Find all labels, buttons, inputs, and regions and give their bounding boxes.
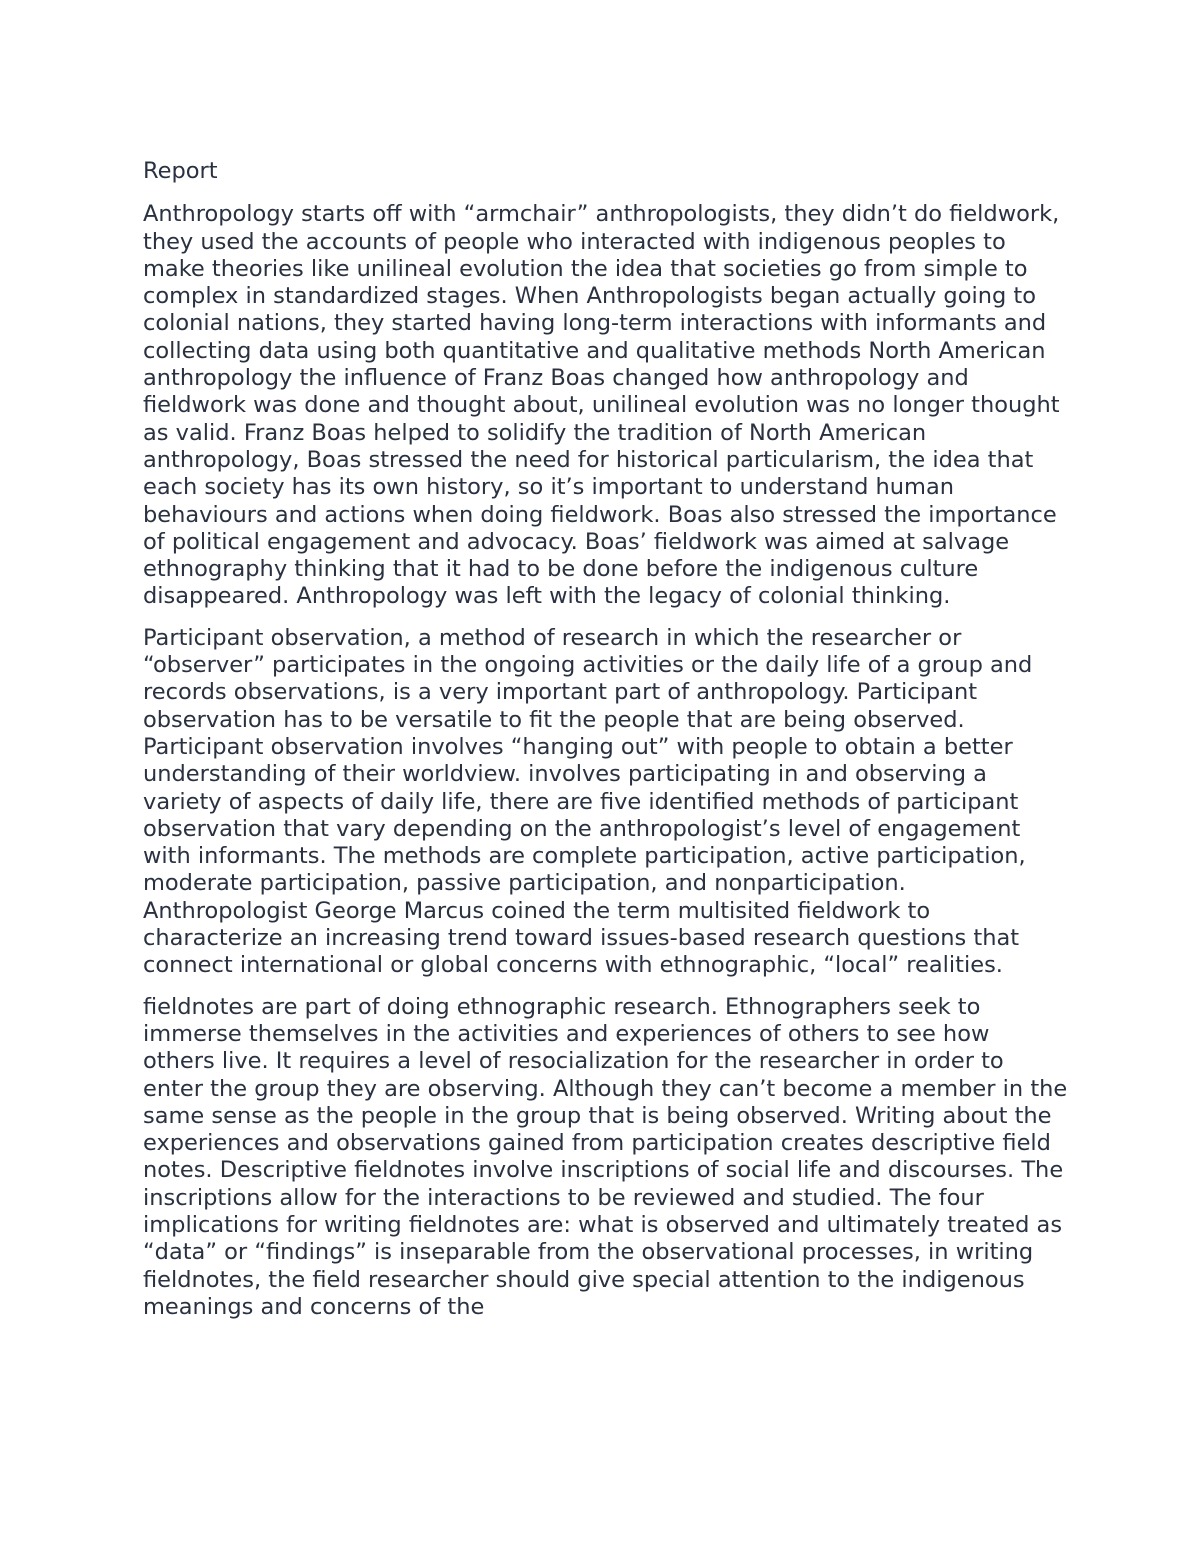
paragraph-anthropology-history: Anthropology starts off with “armchair” anthropologists, they didn’t do fieldwork, they used the accounts of people who interacted with indigenous peoples to make theories like unilineal evolution the idea that societies go from simple to complex in standardized stages. When Anthropologists began actually going to colonial nations, they started having long-term interactions with informants and collecting data using both quantitative and qualitative methods North American anthropology the influence of Franz Boas changed how anthropology and fieldwork was done and thought about, unilineal evolution was no longer thought as valid. Franz Boas helped to solidify the tradition of North American anthropology, Boas stressed the need for historical particularism, the idea that each society has its own history, so it’s important to understand human behaviours and actions when doing fieldwork. Boas also stressed the importance of political engagement and advocacy. Boas’ fieldwork was aimed at salvage ethnography thinking that it had to be done before the indigenous culture disappeared. Anthropology was left with the legacy of colonial thinking.: [143, 201, 1060, 610]
paragraph-participant-observation: Participant observation, a method of research in which the researcher or “observer” participates in the ongoing activities or the daily life of a group and records observations, is a very important part of anthropology. Participant observation has to be versatile to fit the people that are being observed. Participant observation involves “hanging out” with people to obtain a better understanding of their worldview. involves participating in and observing a variety of aspects of daily life, there are five identified methods of participant observation that vary depending on the anthropologist’s level of engagement with informants. The methods are complete participation, active participation, moderate participation, passive participation, and nonparticipation. Anthropologist George Marcus coined the term multisited fieldwork to characterize an increasing trend toward issues-based research questions that connect international or global concerns with ethnographic, “local” realities.: [143, 624, 1033, 979]
document-title: Report: [143, 158, 218, 184]
paragraph-fieldnotes: fieldnotes are part of doing ethnographic research. Ethnographers seek to immerse themselves in the activities and experiences of others to see how others live. It requires a level of resocialization for the researcher in order to enter the group they are observing. Although they can’t become a member in the same sense as the people in the group that is being observed. Writing about the experiences and observations gained from participation creates descriptive field notes. Descriptive fieldnotes involve inscriptions of social life and discourses. The inscriptions allow for the interactions to be reviewed and studied. The four implications for writing fieldnotes are: what is observed and ultimately treated as “data” or “findings” is inseparable from the observational processes, in writing fieldnotes, the field researcher should give special attention to the indigenous meanings and concerns of the: [143, 993, 1068, 1320]
document-body: [143, 158, 1068, 1335]
